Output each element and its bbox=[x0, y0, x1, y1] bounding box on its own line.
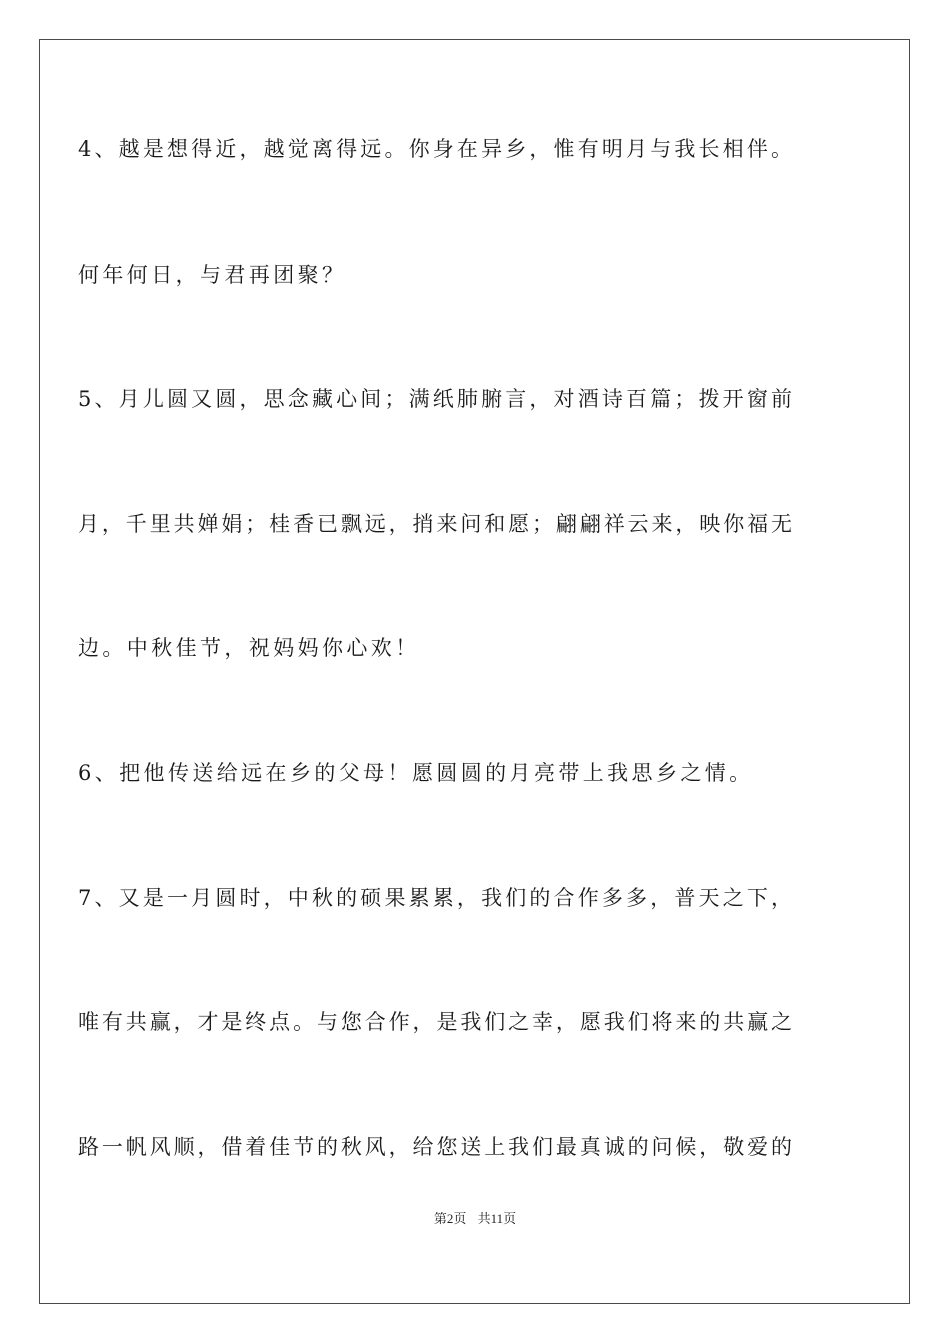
p4-line-1: 4、越是想得近，越觉离得远。你身在异乡，惟有明月与我长相伴。 bbox=[78, 137, 792, 161]
p5-line-3: 边。中秋佳节，祝妈妈你心欢！ bbox=[78, 636, 420, 660]
page-border bbox=[39, 39, 910, 1304]
p7-line-3: 路一帆风顺，借着佳节的秋风，给您送上我们最真诚的问候，敬爱的 bbox=[78, 1135, 792, 1159]
p5-line-2: 月，千里共婵娟；桂香已飘远，捎来问和愿；翩翩祥云来，映你福无 bbox=[78, 512, 792, 536]
p5-line-1: 5、月儿圆又圆，思念藏心间；满纸肺腑言，对酒诗百篇；拨开窗前 bbox=[78, 387, 792, 411]
p6-line-1: 6、把他传送给远在乡的父母！愿圆圆的月亮带上我思乡之情。 bbox=[78, 761, 754, 785]
page-footer bbox=[0, 1208, 950, 1227]
page-total: 共11页 bbox=[477, 1211, 517, 1226]
p7-line-1: 7、又是一月圆时，中秋的硕果累累，我们的合作多多，普天之下， bbox=[78, 886, 792, 910]
page-number: 第2页 bbox=[433, 1211, 467, 1226]
p7-line-2: 唯有共赢，才是终点。与您合作，是我们之幸，愿我们将来的共赢之 bbox=[78, 1010, 792, 1034]
p4-line-2: 何年何日，与君再团聚？ bbox=[78, 263, 347, 287]
